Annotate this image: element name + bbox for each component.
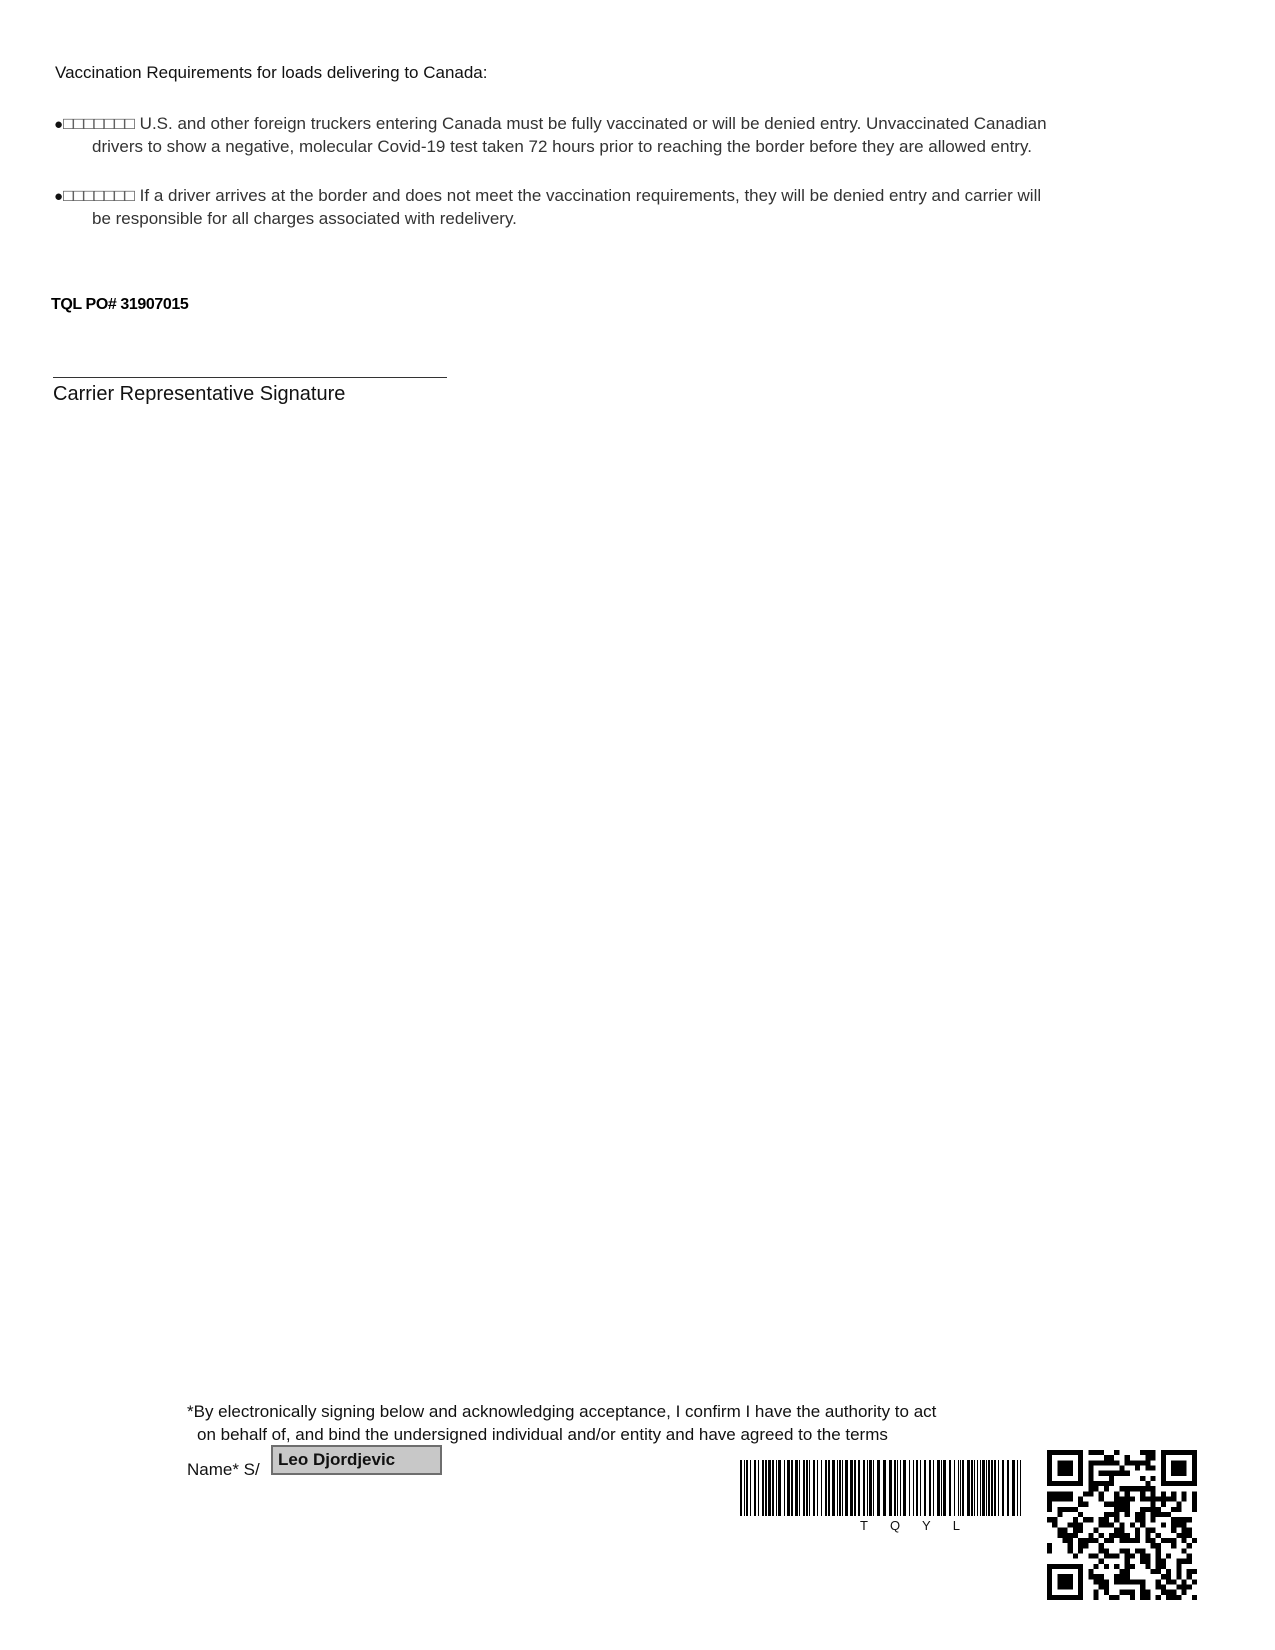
requirement-text-line2: drivers to show a negative, molecular Covid-19 test taken 72 hours prior to reaching the border before they are allowed entry. [92,137,1032,156]
po-number: TQL PO# 31907015 [51,296,189,313]
barcode-icon [740,1460,1025,1516]
bullet-dot: ● [54,116,64,133]
requirement-text-line1: U.S. and other foreign truckers entering Canada must be fully vaccinated or will be denied entry. Unvaccinated Canadian [134,114,1047,133]
acknowledgement-line1: *By electronically signing below and acknowledging acceptance, I confirm I have the authority to act [187,1402,937,1421]
name-label: Name* S/ [187,1460,260,1479]
signature-line[interactable] [53,377,447,378]
requirement-item-2 [54,185,1194,230]
acknowledgement-line2: on behalf of, and bind the undersigned individual and/or entity and have agreed to the terms [197,1425,888,1444]
requirement-text-line1: If a driver arrives at the border and does not meet the vaccination requirements, they will be denied entry and carrier will [134,186,1042,205]
bullet-dot: ● [54,188,64,205]
placeholder-glyphs: □□□□□□□ [63,186,135,205]
requirement-item-1 [54,113,1194,158]
acknowledgement-text [187,1400,936,1446]
vaccination-heading: Vaccination Requirements for loads delivering to Canada: [55,63,488,82]
requirement-text-line2: be responsible for all charges associated with redelivery. [92,209,517,228]
name-field[interactable]: Leo Djordjevic [271,1445,442,1475]
barcode-caption: TQYL [860,1518,982,1533]
signature-label: Carrier Representative Signature [53,383,346,405]
placeholder-glyphs: □□□□□□□ [63,114,135,133]
qr-code-icon [1047,1450,1197,1600]
